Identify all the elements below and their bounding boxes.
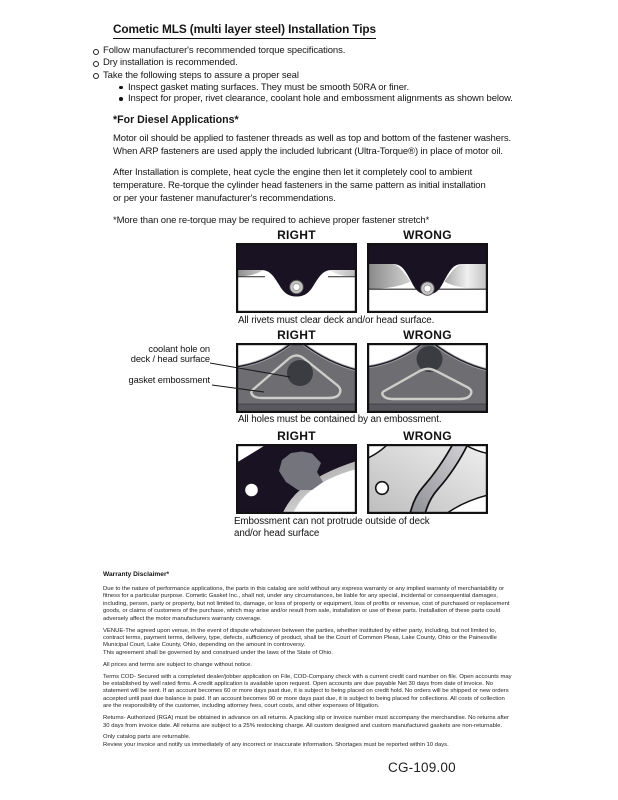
paragraph-line: or per your fastener manufacturer's recommendations. — [113, 193, 336, 204]
tips-sub-list — [92, 82, 513, 105]
legal-line: 30 days from invoice date. All returns are subject to a 25% restocking charge. All custom designed and custom manufactured gaskets are non-returnable. — [103, 722, 503, 729]
tip-item: Take the following steps to assure a proper seal — [92, 70, 513, 82]
legal-line: including, person, party or property, but not limited to, damage, or loss of property or equipment, loss of profits or revenue, cost of purchased or replacement — [103, 600, 510, 607]
embossment-containment-right-diagram — [236, 343, 357, 413]
legal-line: goods, or claims of customers of the purchase, which may arise and/or result from sale, installation or use of these parts. Installation of these parts could — [103, 608, 501, 615]
tip-sub-item: Inspect gasket mating surfaces. They must be smooth 50RA or finer. — [118, 82, 513, 94]
legal-paragraph-terms — [103, 674, 517, 711]
row2-caption: All holes must be contained by an embossment. — [238, 414, 442, 425]
page-title: Cometic MLS (multi layer steel) Installation Tips — [113, 22, 376, 39]
coolant-hole-label-line1: coolant hole on — [148, 344, 210, 354]
gasket-embossment-label: gasket embossment — [128, 374, 210, 385]
paragraph-line: When ARP fasteners are used apply the included lubricant (Ultra-Torque®) in place of motor oil. — [113, 146, 503, 157]
legal-line: VENUE-The agreed upon venue, in the event of dispute whatsoever between the parties, whether instituted by either party, including, but not limited to, — [103, 627, 497, 634]
row3-caption — [234, 516, 430, 539]
paragraph-line: *More than one re-torque may be required to achieve proper fastener stretch* — [113, 215, 430, 226]
legal-paragraph-prices — [103, 662, 517, 669]
legal-line: Due to the nature of performance applications, the parts in this catalog are sold without any express warranty or any implied warranty of merchantability or — [103, 586, 505, 592]
diesel-paragraph-1 — [113, 132, 511, 158]
tip-item: Follow manufacturer's recommended torque specifications. — [92, 45, 513, 57]
legal-line: Municipal Court, Lake County, Ohio, depending on the amount in controversy. — [103, 642, 306, 649]
row3-wrong-label: WRONG — [403, 429, 452, 443]
diesel-paragraph-3 — [113, 214, 511, 227]
tips-main-list — [92, 45, 513, 82]
legal-line: This agreement shall be governed by and construed under the laws of the State of Ohio. — [103, 649, 333, 656]
row2-pointer-labels — [95, 344, 210, 385]
paragraph-line: temperature. Re-torque the cylinder head fasteners in the same pattern as initial installation — [113, 180, 486, 191]
legal-paragraph-returns — [103, 715, 517, 730]
legal-line: accepted until past due balance is paid. If an account becomes 90 or more days past due, it is subject to being placed for collections. All costs of collection — [103, 695, 505, 702]
row2-wrong-label: WRONG — [403, 328, 452, 342]
legal-line: be established by well rated firms. A credit application is available upon request. Open accounts are due payable Net 30 days from date of invoice. No — [103, 680, 493, 687]
row3-caption-line2: and/or head surface — [234, 527, 320, 539]
legal-line: adversely affect the motor manufacturers warranty coverage. — [103, 615, 262, 622]
legal-line: Terms COD- Secured with a completed dealer/jobber application on File, COD-Company check with a current credit card number on file. Open accounts may — [103, 673, 512, 680]
legal-line: are the responsibility of the customer, including attorney fees, court costs, and other expenses of litigation. — [103, 703, 380, 710]
row3-caption-line1: Embossment can not protrude outside of deck — [234, 516, 430, 527]
tip-item: Dry installation is recommended. — [92, 57, 513, 69]
legal-line: fitness for a particular purpose. Cometic Gasket Inc., shall not, under any circumstances, be liable for any special, incidental or consequential damages, — [103, 593, 498, 600]
coolant-hole-label-line2: deck / head surface — [130, 354, 210, 365]
rivet-clearance-wrong-diagram — [367, 243, 488, 313]
row2-right-label: RIGHT — [277, 328, 316, 342]
diesel-paragraph-2 — [113, 166, 511, 205]
warranty-disclaimer-section — [103, 571, 517, 749]
legal-paragraph-catalog-parts — [103, 734, 517, 741]
embossment-protrusion-right-diagram — [236, 444, 357, 514]
legal-paragraph-governing-law — [103, 650, 517, 657]
embossment-protrusion-wrong-diagram — [367, 444, 488, 514]
rivet-clearance-right-diagram — [236, 243, 357, 313]
legal-paragraph-venue — [103, 628, 517, 650]
legal-paragraph-review-invoice — [103, 742, 517, 749]
paragraph-line: After Installation is complete, heat cycle the engine then let it completely cool to ambient — [113, 167, 473, 178]
paragraph-line: Motor oil should be applied to fastener threads as well as top and bottom of the fastener washers. — [113, 133, 512, 144]
tip-sub-item: Inspect for proper, rivet clearance, coolant hole and embossment alignments as shown below. — [118, 93, 513, 105]
legal-line: Only catalog parts are returnable. — [103, 734, 191, 741]
installation-tips-list — [92, 45, 513, 105]
legal-line: Review your invoice and notify us immediately of any incorrect or inaccurate information. Shortages must be reported within 10 days. — [103, 741, 449, 748]
diesel-applications-section — [113, 114, 511, 227]
row1-caption: All rivets must clear deck and/or head surface. — [238, 315, 435, 326]
page-code: CG-109.00 — [388, 760, 456, 775]
warranty-disclaimer-heading: Warranty Disclaimer* — [103, 571, 170, 578]
legal-paragraph-1 — [103, 586, 517, 623]
diesel-heading: *For Diesel Applications* — [113, 114, 239, 126]
row1-right-label: RIGHT — [277, 228, 316, 242]
legal-line: contract terms, payment terms, delivery, type, defects, sufficiency of product, shall be the Court of Common Pleas, Lake County, Ohio or the Painesville — [103, 634, 497, 641]
row3-right-label: RIGHT — [277, 429, 316, 443]
legal-line: statement will be sent. If an account becomes 60 or more days past due, it is subject to being placed on credit hold. No orders will be shipped or new orders — [103, 688, 509, 695]
legal-line: All prices and terms are subject to change without notice. — [103, 661, 252, 668]
row1-wrong-label: WRONG — [403, 228, 452, 242]
legal-line: Returns- Authorized (RGA) must be obtained in advance on all returns. A packing slip or invoice number must accompany the merchandise. No returns after — [103, 715, 510, 722]
embossment-containment-wrong-diagram — [367, 343, 488, 413]
